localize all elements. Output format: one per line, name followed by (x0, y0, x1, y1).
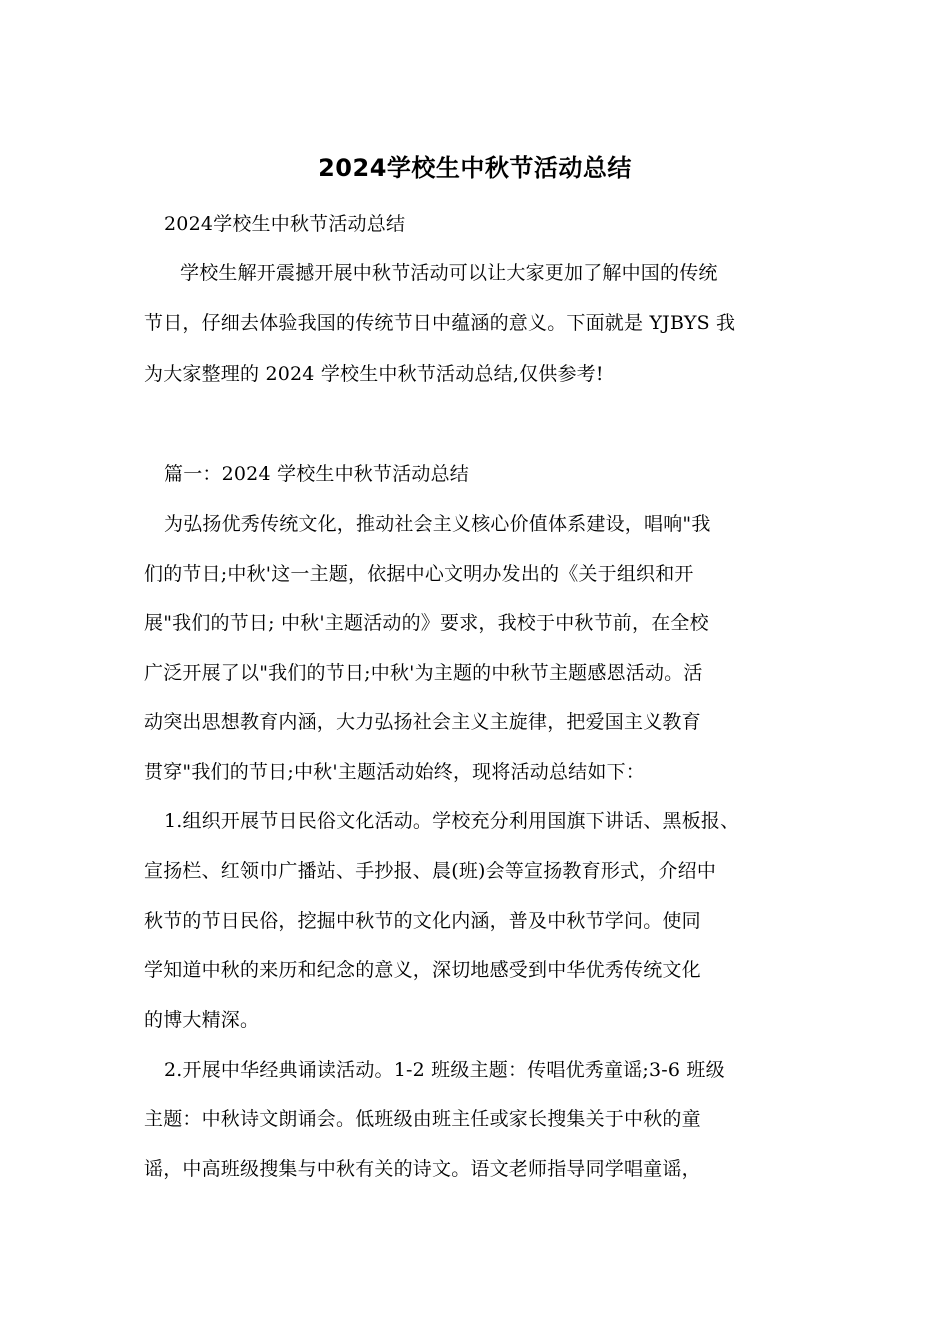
paragraph1-line-2: 们的节日;中秋'这一主题，依据中心文明办发出的《关于组织和开 (144, 563, 694, 585)
paragraph2-line-2: 宣扬栏、红领巾广播站、手抄报、晨(班)会等宣扬教育形式，介绍中 (144, 860, 717, 882)
paragraph2-line-3: 秋节的节日民俗，挖掘中秋节的文化内涵，普及中秋节学问。使同 (144, 910, 701, 932)
paragraph1-line-3: 展"我们的节日; 中秋'主题活动的》要求，我校于中秋节前，在全校 (144, 612, 709, 634)
subtitle: 2024学校生中秋节活动总结 (164, 213, 406, 235)
intro-line-1: 学校生解开震撼开展中秋节活动可以让大家更加了解中国的传统 (180, 262, 718, 284)
section-heading: 篇一：2024 学校生中秋节活动总结 (164, 463, 469, 485)
paragraph2-line-5: 的博大精深。 (144, 1009, 260, 1031)
paragraph3-line-2: 主题：中秋诗文朗诵会。低班级由班主任或家长搜集关于中秋的童 (144, 1108, 701, 1130)
intro-line-2: 节日，仔细去体验我国的传统节日中蕴涵的意义。下面就是 YJBYS 我 (144, 312, 736, 334)
intro-line-3: 为大家整理的 2024 学校生中秋节活动总结,仅供参考! (144, 363, 604, 385)
paragraph1-line-4: 广泛开展了以"我们的节日;中秋'为主题的中秋节主题感恩活动。活 (144, 662, 703, 684)
paragraph1-line-6: 贯穿"我们的节日;中秋'主题活动始终，现将活动总结如下： (144, 761, 645, 783)
document-title: 2024学校生中秋节活动总结 (318, 154, 632, 182)
paragraph2-line-4: 学知道中秋的来历和纪念的意义，深切地感受到中华优秀传统文化 (144, 959, 701, 981)
paragraph2-line-1: 1.组织开展节日民俗文化活动。学校充分利用国旗下讲话、黑板报、 (164, 810, 740, 832)
paragraph3-line-1: 2.开展中华经典诵读活动。1-2 班级主题：传唱优秀童谣;3-6 班级 (164, 1059, 725, 1081)
paragraph1-line-1: 为弘扬优秀传统文化，推动社会主义核心价值体系建设，唱响"我 (164, 513, 711, 535)
paragraph1-line-5: 动突出思想教育内涵，大力弘扬社会主义主旋律，把爱国主义教育 (144, 711, 701, 733)
paragraph3-line-3: 谣，中高班级搜集与中秋有关的诗文。语文老师指导同学唱童谣， (144, 1158, 701, 1180)
